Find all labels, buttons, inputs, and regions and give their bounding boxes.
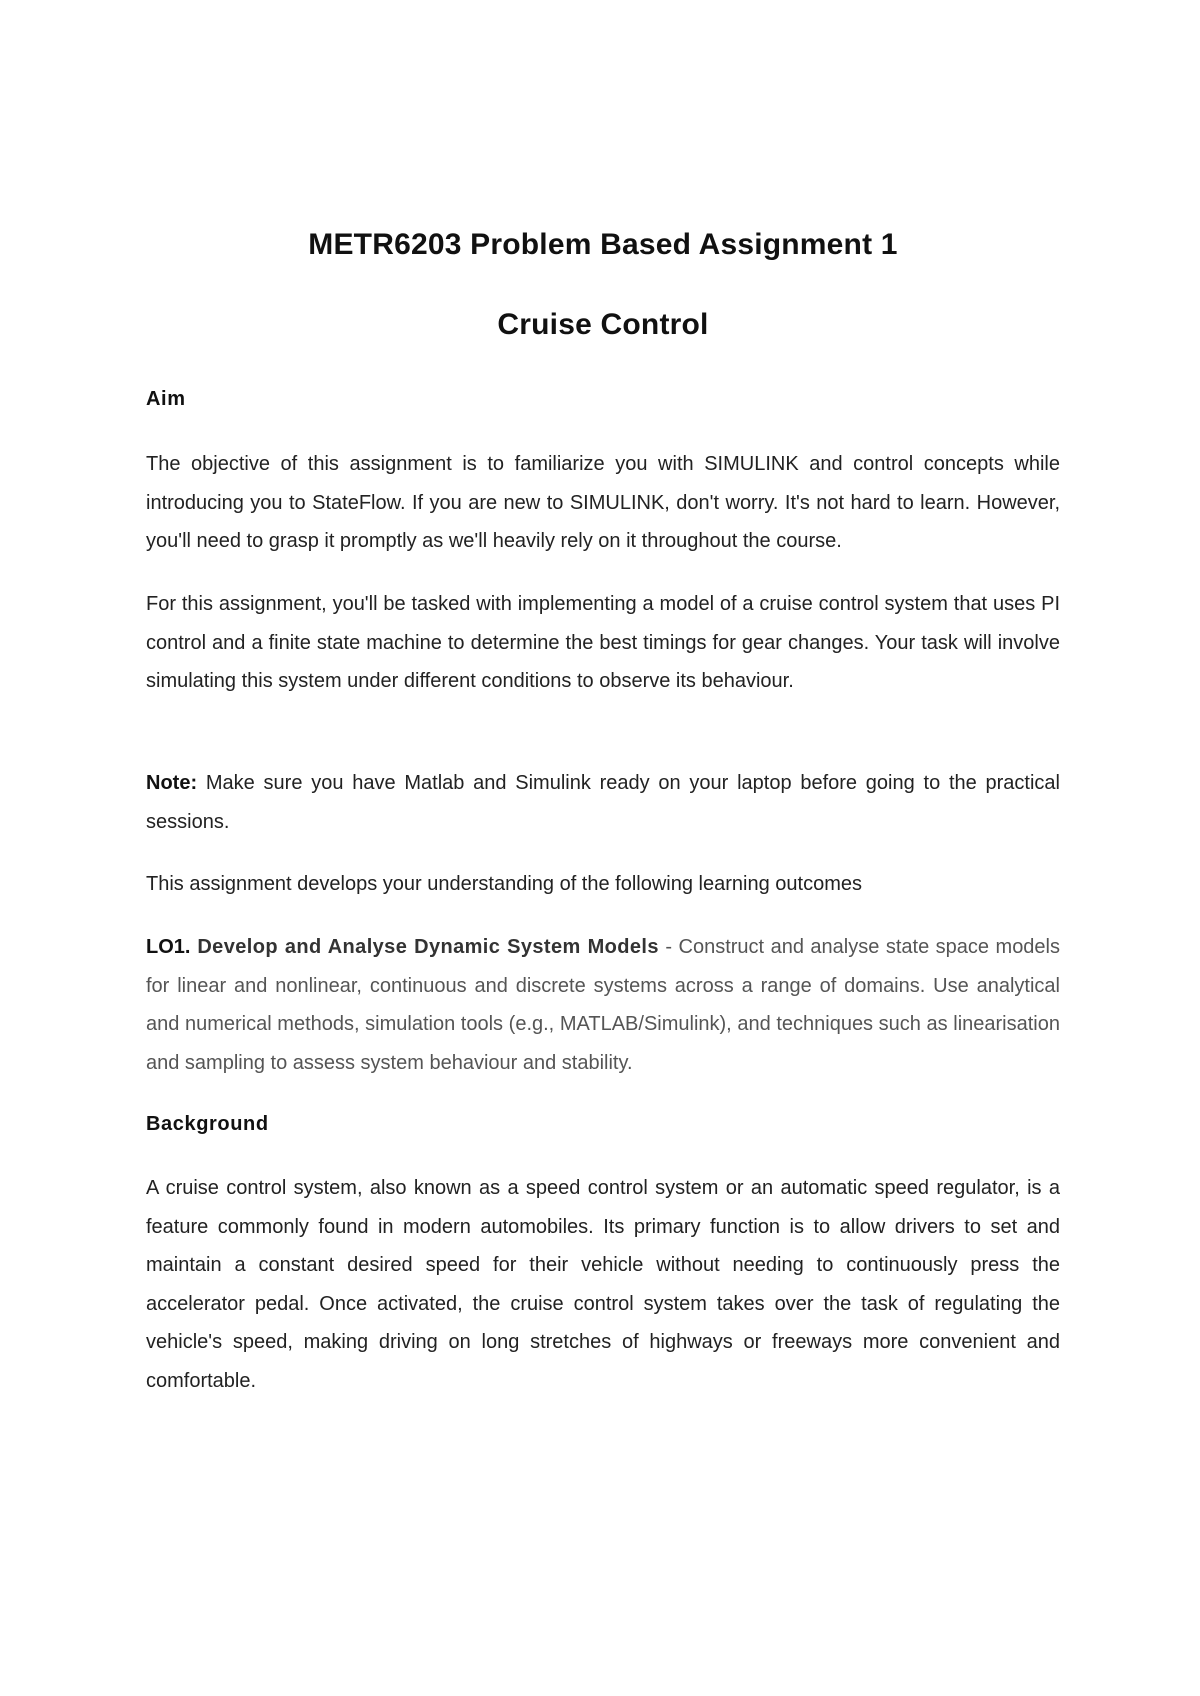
note-paragraph [146,764,1060,841]
outcomes-intro: This assignment develops your understanding of the following learning outcomes [146,873,862,895]
lo-text: - Construct and analyse state space models for linear and nonlinear, continuous and discrete systems across a range of domains. Use analytical and numerical methods, simulation tools (e.g., MATLAB/Simulink), and techniques such as linearisation and sampling to assess system behaviour and stability. [146,936,1061,1074]
note-text: Make sure you have Matlab and Simulink ready on your laptop before going to the practical sessions. [146,772,1060,833]
document-title: METR6203 Problem Based Assignment 1 [308,228,898,261]
aim-paragraph-2: For this assignment, you'll be tasked with implementing a model of a cruise control system that uses PI control and a finite state machine to determine the best timings for gear changes. Your task will involve simulating this system under different conditions to observe its behaviour. [146,593,1060,692]
background-heading: Background [146,1113,269,1135]
lo-title: Develop and Analyse Dynamic System Models [190,936,659,958]
document-subtitle: Cruise Control [497,308,709,341]
lo-code: LO1. [146,936,191,958]
learning-outcome-paragraph [146,928,1060,1082]
aim-heading: Aim [146,388,186,410]
background-paragraph-1: A cruise control system, also known as a speed control system or an automatic speed regulator, is a feature commonly found in modern automobiles. Its primary function is to allow drivers to set and maintain a constant desired speed for their vehicle without needing to continuously press the accelerator pedal. Once activated, the cruise control system takes over the task of regulating the vehicle's speed, making driving on long stretches of highways or freeways more convenient and comfortable. [146,1177,1060,1392]
note-label: Note: [146,772,198,794]
aim-paragraph-1: The objective of this assignment is to familiarize you with SIMULINK and control concepts while introducing you to StateFlow. If you are new to SIMULINK, don't worry. It's not hard to learn. However, you'll need to grasp it promptly as we'll heavily rely on it throughout the course. [146,453,1060,552]
